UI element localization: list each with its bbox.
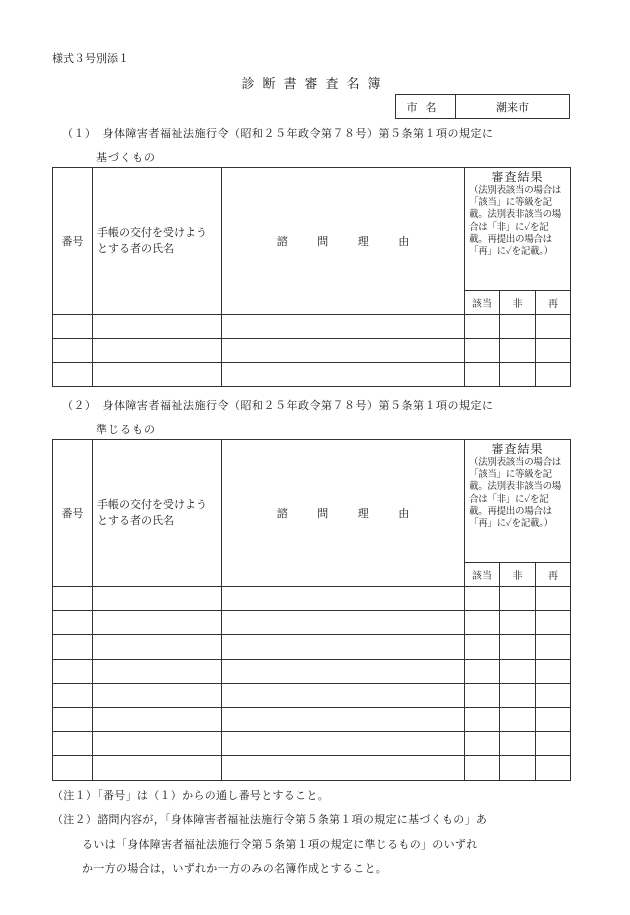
note-1: （注１）「番号」は（１）からの通し番号とすること。 — [52, 789, 329, 802]
result-note: （法別表該当の場合は「該当」に等級を記載。法別表非該当の場合は「非」に✓を記載。再提出の場合は「再」に✓を記載。） — [469, 185, 562, 258]
flag-non-cell[interactable] — [500, 339, 536, 363]
flag-non-cell[interactable] — [500, 659, 536, 683]
reason-cell[interactable] — [222, 756, 465, 780]
flag-applicable-cell[interactable] — [465, 707, 500, 731]
flag-resubmit-cell[interactable] — [536, 363, 571, 387]
header-flag-non: 非 — [500, 291, 536, 315]
flag-non-cell[interactable] — [500, 732, 536, 756]
flag-non-cell[interactable] — [500, 635, 536, 659]
flag-resubmit-cell[interactable] — [536, 635, 571, 659]
reason-cell[interactable] — [222, 683, 465, 707]
number-cell[interactable] — [53, 339, 93, 363]
city-label: 市名 — [396, 95, 456, 118]
form-code: 様式３号別添１ — [52, 52, 129, 65]
flag-resubmit-cell[interactable] — [536, 683, 571, 707]
table-row — [53, 683, 571, 707]
name-cell[interactable] — [93, 732, 222, 756]
number-cell[interactable] — [53, 587, 93, 611]
flag-resubmit-cell[interactable] — [536, 611, 571, 635]
city-value: 潮来市 — [496, 100, 529, 114]
number-cell[interactable] — [53, 732, 93, 756]
table-row — [53, 707, 571, 731]
table-row — [53, 363, 571, 387]
name-cell[interactable] — [93, 339, 222, 363]
reason-cell[interactable] — [222, 659, 465, 683]
header-number: 番号 — [53, 440, 93, 587]
number-cell[interactable] — [53, 659, 93, 683]
flag-non-cell[interactable] — [500, 756, 536, 780]
header-reason: 諮 問 理 由 — [222, 168, 465, 315]
reason-cell[interactable] — [222, 587, 465, 611]
section1-heading-cont: 基づくもの — [96, 151, 156, 164]
flag-non-cell[interactable] — [500, 611, 536, 635]
flag-applicable-cell[interactable] — [465, 756, 500, 780]
header-flag-applicable: 該当 — [465, 291, 500, 315]
header-name: 手帳の交付を受けようとする者の氏名 — [93, 440, 222, 587]
number-cell[interactable] — [53, 707, 93, 731]
table-row — [53, 339, 571, 363]
flag-non-cell[interactable] — [500, 363, 536, 387]
flag-applicable-cell[interactable] — [465, 587, 500, 611]
flag-resubmit-cell[interactable] — [536, 707, 571, 731]
table2-body — [53, 587, 571, 781]
document-title: 診断書審査名簿 — [241, 77, 389, 92]
number-cell[interactable] — [53, 611, 93, 635]
name-cell[interactable] — [93, 315, 222, 339]
section1-heading: （１） 身体障害者福祉法施行令（昭和２５年政令第７８号）第５条第１項の規定に — [62, 127, 494, 140]
reason-cell[interactable] — [222, 635, 465, 659]
table-row — [53, 315, 571, 339]
table-section1 — [52, 167, 571, 387]
flag-non-cell[interactable] — [500, 315, 536, 339]
note-2-line2: るいは「身体障害者福祉法施行令第５条第１項の規定に準じるもの」のいずれ — [82, 838, 478, 851]
name-cell[interactable] — [93, 659, 222, 683]
table-section2 — [52, 439, 571, 781]
name-cell[interactable] — [93, 363, 222, 387]
name-cell[interactable] — [93, 756, 222, 780]
flag-resubmit-cell[interactable] — [536, 659, 571, 683]
flag-applicable-cell[interactable] — [465, 315, 500, 339]
flag-resubmit-cell[interactable] — [536, 339, 571, 363]
table-row — [53, 659, 571, 683]
table-row — [53, 732, 571, 756]
result-note: （法別表該当の場合は「該当」に等級を記載。法別表非該当の場合は「非」に✓を記載。再提出の場合は「再」に✓を記載。） — [469, 457, 562, 530]
reason-cell[interactable] — [222, 732, 465, 756]
table-row — [53, 756, 571, 780]
flag-applicable-cell[interactable] — [465, 732, 500, 756]
flag-applicable-cell[interactable] — [465, 683, 500, 707]
flag-applicable-cell[interactable] — [465, 635, 500, 659]
number-cell[interactable] — [53, 683, 93, 707]
name-cell[interactable] — [93, 587, 222, 611]
number-cell[interactable] — [53, 756, 93, 780]
flag-non-cell[interactable] — [500, 707, 536, 731]
reason-cell[interactable] — [222, 363, 465, 387]
header-result — [465, 440, 571, 563]
flag-applicable-cell[interactable] — [465, 659, 500, 683]
table-row — [53, 587, 571, 611]
name-cell[interactable] — [93, 707, 222, 731]
flag-resubmit-cell[interactable] — [536, 732, 571, 756]
note-2-line3: か一方の場合は，いずれか一方のみの名簿作成とすること。 — [82, 862, 388, 875]
header-name: 手帳の交付を受けようとする者の氏名 — [93, 168, 222, 315]
table1-body — [53, 315, 571, 387]
number-cell[interactable] — [53, 635, 93, 659]
reason-cell[interactable] — [222, 611, 465, 635]
header-number: 番号 — [53, 168, 93, 315]
number-cell[interactable] — [53, 363, 93, 387]
number-cell[interactable] — [53, 315, 93, 339]
table-row — [53, 635, 571, 659]
result-title: 審査結果 — [491, 170, 544, 184]
city-box — [395, 94, 570, 119]
name-cell[interactable] — [93, 683, 222, 707]
header-flag-applicable: 該当 — [465, 563, 500, 587]
flag-resubmit-cell[interactable] — [536, 756, 571, 780]
section2-heading: （２） 身体障害者福祉法施行令（昭和２５年政令第７８号）第５条第１項の規定に — [62, 399, 494, 412]
reason-cell[interactable] — [222, 707, 465, 731]
flag-non-cell[interactable] — [500, 587, 536, 611]
header-flag-resubmit: 再 — [536, 291, 571, 315]
flag-applicable-cell[interactable] — [465, 339, 500, 363]
result-title: 審査結果 — [491, 442, 544, 456]
table-row — [53, 611, 571, 635]
name-cell[interactable] — [93, 635, 222, 659]
name-cell[interactable] — [93, 611, 222, 635]
flag-applicable-cell[interactable] — [465, 611, 500, 635]
flag-applicable-cell[interactable] — [465, 363, 500, 387]
header-flag-non: 非 — [500, 563, 536, 587]
flag-resubmit-cell[interactable] — [536, 587, 571, 611]
reason-cell[interactable] — [222, 315, 465, 339]
section2-heading-cont: 準じるもの — [96, 423, 156, 436]
flag-non-cell[interactable] — [500, 683, 536, 707]
reason-cell[interactable] — [222, 339, 465, 363]
note-2-line1: （注２）諮問内容が，「身体障害者福祉法施行令第５条第１項の規定に基づくもの」あ — [52, 813, 488, 826]
flag-resubmit-cell[interactable] — [536, 315, 571, 339]
header-flag-resubmit: 再 — [536, 563, 571, 587]
header-result — [465, 168, 571, 291]
header-reason: 諮 問 理 由 — [222, 440, 465, 587]
